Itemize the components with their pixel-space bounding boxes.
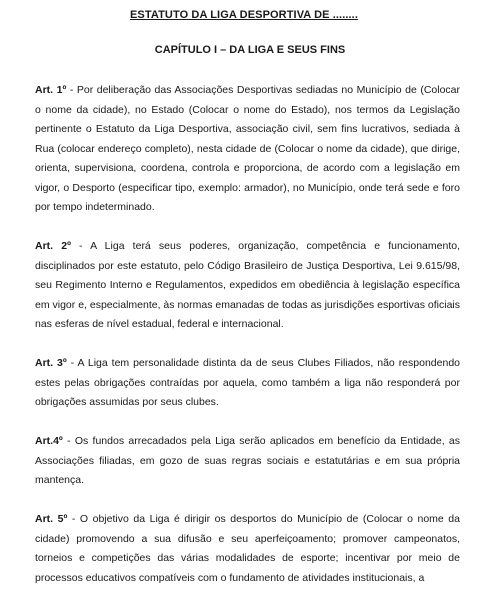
document-title: ESTATUTO DA LIGA DESPORTIVA DE ........ [130, 9, 358, 21]
article-text: - A Liga tem personalidade distinta da de seus Clubes Filiados, não respondendo estes pelas obrigações contraídas por aquela, como também a liga não responderá por obrigações assumidas por seus clubes. [35, 357, 460, 408]
chapter-heading: CAPÍTULO I – DA LIGA E SEUS FINS [154, 44, 346, 56]
article-2 [35, 237, 460, 335]
article-5 [35, 510, 460, 588]
article-label: Art. 5º [35, 513, 68, 525]
article-3 [35, 354, 460, 413]
article-1 [35, 81, 460, 218]
article-text: - O objetivo da Liga é dirigir os desportos do Município de (Colocar o nome da cidade) promovendo a sua difusão e seu aperfeiçoamento; promover campeonatos, torneios e competições das várias modalidades de esporte; incentivar por meio de processos educativos compatíveis com o fundamento de atividades institucionais, a [35, 513, 460, 584]
article-text: - A Liga terá seus poderes, organização, competência e funcionamento, disciplinados por este estatuto, pelo Código Brasileiro de Justiça Desportiva, Lei 9.615/98, seu Regimento Interno e Regulamentos, expedidos em obediência à legislação específica em vigor e, especialmente, às normas emanadas de todas as jurisdições esportivas oficiais nas esferas de nível estadual, federal e internacional. [35, 240, 460, 330]
article-text: - Por deliberação das Associações Desportivas sediadas no Município de (Colocar o nome da cidade), no Estado (Colocar o nome do Estado), nos termos da Legislação pertinente o Estatuto da Liga Desportiva, associação civil, sem fins lucrativos, sediada à Rua (colocar endereço completo), nesta cidade de (Colocar o nome da cidade), que dirige, orienta, supervisiona, coordena, controla e proporciona, de acordo com a legislação em vigor, o Desporto (especificar tipo, exemplo: armador), no Município, onde terá sede e foro por tempo indeterminado. [35, 84, 460, 213]
article-label: Art. 3º [35, 357, 67, 369]
article-4 [35, 432, 460, 491]
article-label: Art. 1º [35, 84, 67, 96]
article-text: - Os fundos arrecadados pela Liga serão aplicados em benefício da Entidade, as Associações filiadas, em gozo de suas regras sociais e estatutárias e em sua própria mantença. [35, 435, 460, 486]
article-label: Art. 2º [35, 240, 71, 252]
article-label: Art.4º [35, 435, 63, 447]
